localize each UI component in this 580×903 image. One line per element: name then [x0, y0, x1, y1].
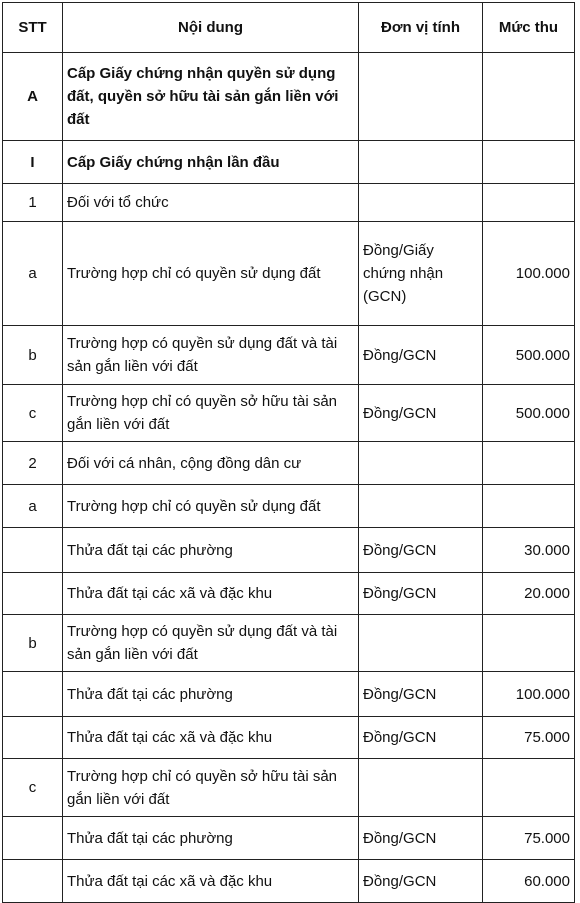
- row-unit: [359, 615, 483, 672]
- table-row: [3, 184, 575, 222]
- row-fee: [483, 759, 575, 817]
- row-content: Trường hợp chỉ có quyền sở hữu tài sản gắn liền với đất: [63, 385, 359, 442]
- row-unit: [359, 184, 483, 222]
- table-row: [3, 141, 575, 184]
- row-stt: [3, 573, 63, 615]
- row-stt: A: [3, 53, 63, 141]
- row-stt: [3, 717, 63, 759]
- row-content: Đối với tổ chức: [63, 184, 359, 222]
- row-content: Thửa đất tại các phường: [63, 672, 359, 717]
- table-row: [3, 528, 575, 573]
- table-row: [3, 385, 575, 442]
- row-unit: [359, 53, 483, 141]
- header-fee: Mức thu: [483, 3, 575, 53]
- row-content: Cấp Giấy chứng nhận lần đầu: [63, 141, 359, 184]
- header-stt: STT: [3, 3, 63, 53]
- row-unit: Đồng/GCN: [359, 573, 483, 615]
- row-fee: [483, 184, 575, 222]
- row-content: Trường hợp có quyền sử dụng đất và tài sản gắn liền với đất: [63, 326, 359, 385]
- table-row: [3, 222, 575, 326]
- table-row: [3, 326, 575, 385]
- row-content: Trường hợp chỉ có quyền sở hữu tài sản gắn liền với đất: [63, 759, 359, 817]
- table-row: [3, 860, 575, 903]
- row-content: Thửa đất tại các xã và đặc khu: [63, 717, 359, 759]
- table-row: [3, 817, 575, 860]
- row-fee: 75.000: [483, 717, 575, 759]
- row-fee: 100.000: [483, 222, 575, 326]
- row-fee: [483, 141, 575, 184]
- row-unit: Đồng/GCN: [359, 860, 483, 903]
- table-row: [3, 485, 575, 528]
- row-content: Trường hợp chỉ có quyền sử dụng đất: [63, 222, 359, 326]
- row-fee: 60.000: [483, 860, 575, 903]
- row-content: Đối với cá nhân, cộng đồng dân cư: [63, 442, 359, 485]
- header-content: Nội dung: [63, 3, 359, 53]
- row-fee: 30.000: [483, 528, 575, 573]
- row-fee: [483, 615, 575, 672]
- row-fee: 500.000: [483, 385, 575, 442]
- row-unit: Đồng/GCN: [359, 672, 483, 717]
- row-stt: 1: [3, 184, 63, 222]
- row-unit: Đồng/GCN: [359, 528, 483, 573]
- row-content: Thửa đất tại các xã và đặc khu: [63, 860, 359, 903]
- row-content: Trường hợp chỉ có quyền sử dụng đất: [63, 485, 359, 528]
- row-content: Thửa đất tại các xã và đặc khu: [63, 573, 359, 615]
- row-stt: a: [3, 485, 63, 528]
- row-unit: Đồng/GCN: [359, 326, 483, 385]
- row-unit: Đồng/GCN: [359, 817, 483, 860]
- row-stt: [3, 672, 63, 717]
- fee-table: [2, 2, 575, 903]
- row-unit: Đồng/GCN: [359, 717, 483, 759]
- table-row: [3, 53, 575, 141]
- row-unit: Đồng/GCN: [359, 385, 483, 442]
- row-stt: c: [3, 759, 63, 817]
- row-content: Trường hợp có quyền sử dụng đất và tài sản gắn liền với đất: [63, 615, 359, 672]
- row-content: Thửa đất tại các phường: [63, 528, 359, 573]
- row-stt: 2: [3, 442, 63, 485]
- row-stt: b: [3, 615, 63, 672]
- table-row: [3, 717, 575, 759]
- row-content: Thửa đất tại các phường: [63, 817, 359, 860]
- table-row: [3, 573, 575, 615]
- row-unit: [359, 442, 483, 485]
- table-row: [3, 759, 575, 817]
- table-row: [3, 672, 575, 717]
- row-fee: [483, 485, 575, 528]
- row-stt: b: [3, 326, 63, 385]
- row-unit: Đồng/Giấy chứng nhận (GCN): [359, 222, 483, 326]
- row-fee: 20.000: [483, 573, 575, 615]
- row-stt: [3, 528, 63, 573]
- table-row: [3, 615, 575, 672]
- row-unit: [359, 141, 483, 184]
- row-fee: 500.000: [483, 326, 575, 385]
- row-fee: 75.000: [483, 817, 575, 860]
- table-body: [3, 53, 575, 903]
- row-stt: c: [3, 385, 63, 442]
- row-stt: I: [3, 141, 63, 184]
- row-unit: [359, 759, 483, 817]
- header-unit: Đơn vị tính: [359, 3, 483, 53]
- row-stt: [3, 860, 63, 903]
- table-row: [3, 442, 575, 485]
- row-unit: [359, 485, 483, 528]
- row-content: Cấp Giấy chứng nhận quyền sử dụng đất, quyền sở hữu tài sản gắn liền với đất: [63, 53, 359, 141]
- row-fee: [483, 53, 575, 141]
- table-header-row: [3, 3, 575, 53]
- row-stt: [3, 817, 63, 860]
- row-fee: [483, 442, 575, 485]
- row-fee: 100.000: [483, 672, 575, 717]
- row-stt: a: [3, 222, 63, 326]
